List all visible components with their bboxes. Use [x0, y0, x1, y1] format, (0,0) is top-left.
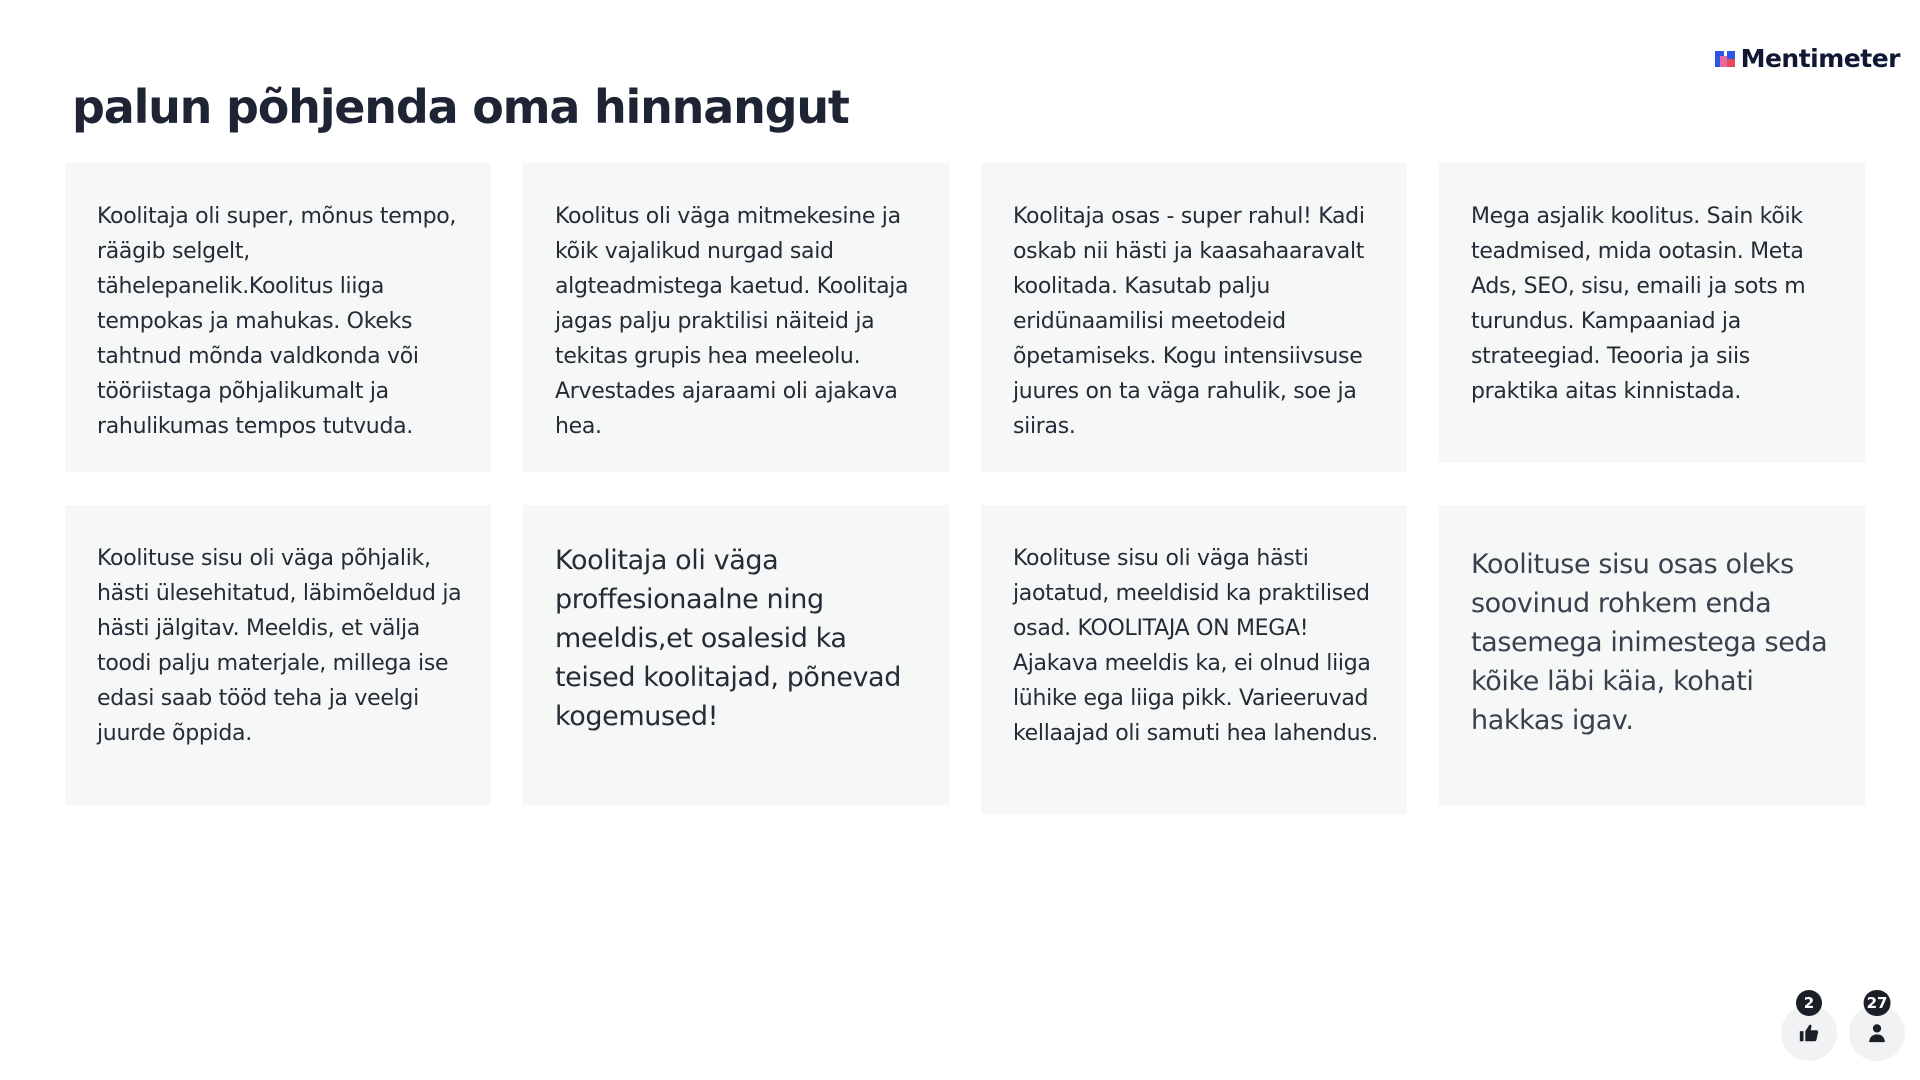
response-card: Koolituse sisu osas oleks soovinud rohkem enda tasemega inimestega seda kõike läbi käia, kohati hakkas igav.	[1439, 505, 1865, 805]
slide-title: palun põhjenda oma hinnangut	[72, 80, 849, 134]
response-card: Koolitus oli väga mitmekesine ja kõik vajalikud nurgad said algteadmistega kaetud. Koolitaja jagas palju praktilisi näiteid ja tekitas grupis hea meeleolu. Arvestades ajaraami oli ajakava hea.	[523, 163, 949, 472]
response-card: Koolituse sisu oli väga põhjalik, hästi ülesehitatud, läbimõeldud ja hästi jälgitav. Meeldis, et välja toodi palju materjale, millega ise edasi saab tööd teha ja veelgi juurde õppida.	[65, 505, 491, 805]
participants-button[interactable]	[1849, 994, 1905, 1061]
likes-count-badge: 2	[1796, 990, 1822, 1016]
response-card: Mega asjalik koolitus. Sain kõik teadmised, mida ootasin. Meta Ads, SEO, sisu, emaili ja sots m turundus. Kampaaniad ja strateegiad. Teooria ja siis praktika aitas kinnistada.	[1439, 163, 1865, 463]
response-card: Koolitaja oli väga proffesionaalne ning meeldis,et osalesid ka teised koolitajad, põnevad kogemused!	[523, 505, 949, 805]
mentimeter-brand	[1715, 44, 1900, 73]
likes-button[interactable]	[1781, 994, 1837, 1061]
mentimeter-logo-icon	[1715, 49, 1735, 69]
response-card: Koolitaja osas - super rahul! Kadi oskab nii hästi ja kaasahaaravalt koolitada. Kasutab palju eridünaamilisi meetodeid õpetamiseks. Kogu intensiivsuse juures on ta väga rahulik, soe ja siiras.	[981, 163, 1407, 472]
brand-name: Mentimeter	[1740, 44, 1900, 73]
response-card: Koolitaja oli super, mõnus tempo, räägib selgelt, tähelepanelik.Koolitus liiga tempokas ja mahukas. Okeks tahtnud mõnda valdkonda või tööriistaga põhjalikumalt ja rahulikumas tempos tutvuda.	[65, 163, 491, 472]
participants-count-badge: 27	[1864, 990, 1891, 1016]
person-icon	[1866, 1022, 1888, 1044]
thumbs-up-icon	[1798, 1022, 1820, 1044]
response-card: Koolituse sisu oli väga hästi jaotatud, meeldisid ka praktilised osad. KOOLITAJA ON MEGA! Ajakava meeldis ka, ei olnud liiga lühike ega liiga pikk. Varieeruvad kellaajad oli samuti hea lahendus.	[981, 505, 1407, 814]
